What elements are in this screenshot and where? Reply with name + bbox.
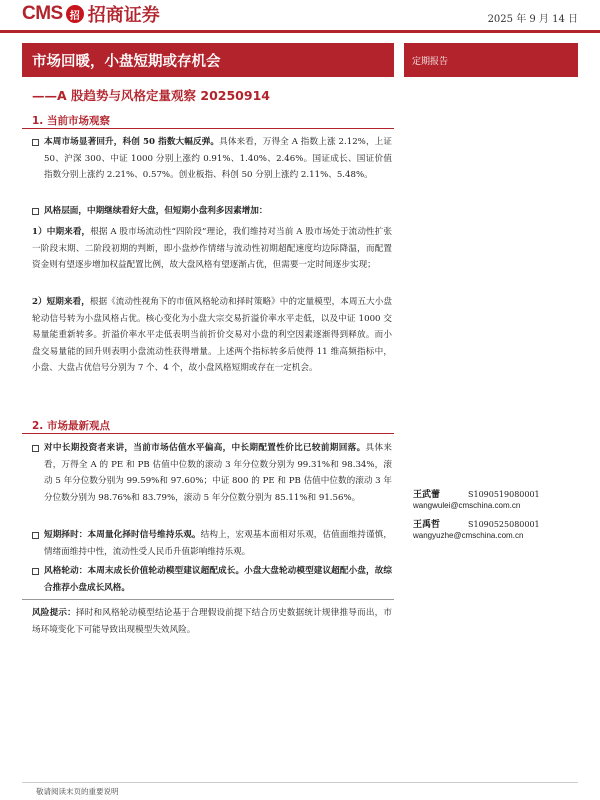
footer-note: 敬请阅读末页的重要说明 — [36, 787, 119, 796]
analyst-1: 王武蕾 S1090519080001 wangwulei@cmschina.com.cn — [413, 490, 540, 510]
paragraph-rotation: 风格轮动：本周末成长价值轮动模型建议超配成长。小盘大盘轮动模型建议超配小盘，故综合推荐小盘成长风格。 — [32, 563, 392, 596]
section-heading-2: 2. 市场最新观点 — [32, 420, 110, 432]
company-logo — [22, 2, 160, 26]
logo-cn: 招商证券 — [87, 5, 160, 26]
section-divider-1 — [22, 128, 394, 129]
paragraph-shortterm: 2）短期来看，根据《流动性视角下的市值风格轮动和择时策略》中的定量模型，本周五大小盘轮动信号转为小盘风格占优。核心变化为小盘大宗交易折溢价率水平走低，以及中证 1000 交易量能重新转多。折溢价率水平走低表明当前折价交易对小盘的利空因素逐渐得到释放。而小盘交易量能的回升则表明小盘流动性获得增量。上述两个指标转多后使得 11 维高频指标中，小盘、大盘占优信号分别为 7 个、4 个，故小盘风格短期或存在一定机会。 — [32, 297, 392, 373]
risk-divider — [22, 599, 394, 600]
report-type: 定期报告 — [404, 43, 578, 77]
analyst-2: 王禹哲 S1090525080001 wangyuzhe@cmschina.com.cn — [413, 520, 540, 540]
section-heading-1: 1. 当前市场观察 — [32, 115, 110, 127]
risk-warning: 风险提示：择时和风格轮动模型结论基于合理假设前提下结合历史数据统计规律推导而出，市场环境变化下可能导致出现模型失效风险。 — [32, 608, 392, 635]
report-subtitle: ——A 股趋势与风格定量观察 20250914 — [32, 88, 270, 103]
analyst-email[interactable]: wangyuzhe@cmschina.com.cn — [413, 531, 524, 540]
report-title: 市场回暖，小盘短期或存机会 — [22, 43, 394, 77]
section-divider-2 — [22, 433, 394, 434]
paragraph-midterm: 1）中期来看，根据 A 股市场流动性“四阶段”理论，我们维持对当前 A 股市场处于流动性扩张一阶段末期、二阶段初期的判断，即小盘炒作情绪与流动性初期超配速度均边际降温，而配置资金则有望逐步增加权益配置比例，故大盘风格有望逐渐占优，但需要一定时间逐步实现； — [32, 227, 392, 270]
paragraph-timing: 短期择时：本周量化择时信号维持乐观。结构上，宏观基本面相对乐观，估值面维持谨慎，情绪面维持中性，流动性受人民币升值影响维持乐观。 — [32, 527, 392, 560]
logo-badge-icon: 招 — [66, 5, 84, 23]
paragraph-market-rebound: 本周市场显著回升，科创 50 指数大幅反弹。具体来看，万得全 A 指数上涨 2.12%，上证 50、沪深 300、中证 1000 分别上涨约 0.91%、1.40%、2.46%。国证成长、国证价值指数分别上涨约 2.21%、0.57%。创业板指、科创 50 分别上涨约 2.11%、5.48%。 — [32, 134, 392, 184]
header-divider — [0, 30, 600, 33]
logo-en: CMS — [22, 3, 63, 24]
report-date: 2025 年 9 月 14 日 — [487, 14, 578, 25]
paragraph-style-view: 风格层面，中期继续看好大盘，但短期小盘利多因素增加： — [32, 203, 392, 220]
footer-divider — [22, 782, 578, 783]
analyst-email[interactable]: wangwulei@cmschina.com.cn — [413, 501, 521, 510]
paragraph-valuation: 对中长期投资者来讲，当前市场估值水平偏高，中长期配置性价比已较前期回落。具体来看，万得全 A 的 PE 和 PB 估值中位数的滚动 3 年分位数分别为 99.31%和 98.34%，滚动 5 年分位数分别为 99.59%和 97.60%；中证 800 的 PE 和 PB 估值中位数的滚动 3 年分位数分别为 98.76%和 83.79%，滚动 5 年分位数分别为 85.11%和 91.56%。 — [32, 440, 392, 506]
